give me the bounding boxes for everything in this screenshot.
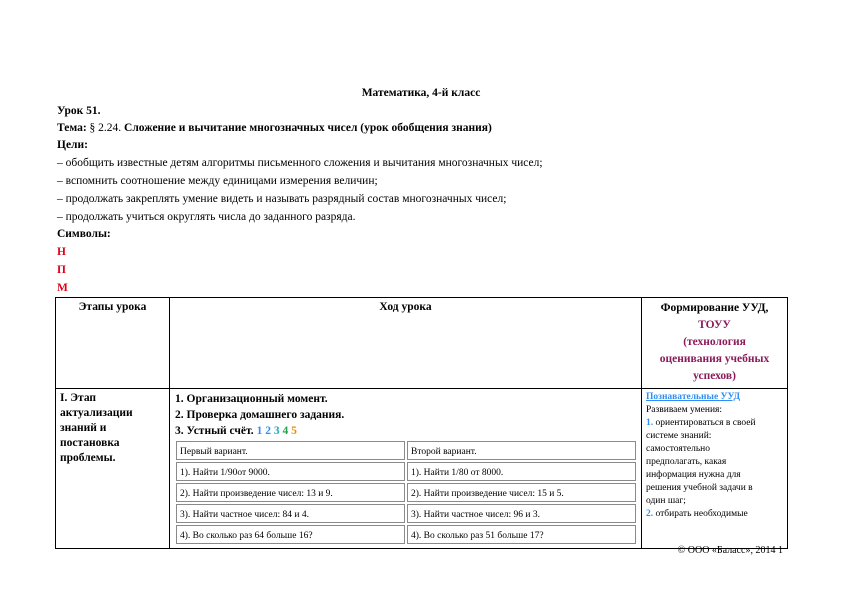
variant-cell: 3). Найти частное чисел: 84 и 4. [176, 504, 405, 523]
course-cell [170, 389, 642, 549]
table-row [56, 389, 788, 549]
stage-line: I. Этап [60, 392, 97, 404]
lesson-topic [57, 122, 492, 134]
uud-text: ориентироваться в своей [655, 418, 756, 428]
digit-3: 3 [273, 425, 280, 437]
table-header-row [56, 298, 788, 389]
digit-5: 5 [291, 425, 297, 437]
step-label: 3. Устный счёт. [175, 425, 254, 437]
digit-2: 2 [265, 425, 271, 437]
uud-item-number: 1. [646, 418, 654, 428]
header-stages: Этапы урока [56, 298, 170, 389]
symbol-m: М [57, 282, 68, 294]
step-item: 1. Организационный момент. [175, 393, 328, 405]
uud-text: системе знаний: [646, 431, 712, 441]
variant-2-title: Второй вариант. [407, 441, 636, 460]
uud-item-2 [646, 508, 783, 521]
header-uud-line: оценивания учебных [659, 353, 770, 365]
variant-cell: 2). Найти произведение чисел: 13 и 9. [176, 483, 405, 502]
lesson-number: Урок 51. [57, 105, 101, 117]
digit-4: 4 [282, 425, 289, 437]
stage-cell [56, 389, 170, 549]
header-course: Ход урока [170, 298, 642, 389]
stage-line: актуализации [60, 407, 133, 419]
symbol-p: П [57, 264, 66, 276]
goals-label: Цели: [57, 139, 88, 151]
topic-label: Тема: [57, 122, 87, 134]
uud-text: один шаг; [646, 496, 686, 506]
goal-item: – вспомнить соотношение между единицами измерения величин; [57, 175, 378, 187]
variant-cell: 3). Найти частное чисел: 96 и 3. [407, 504, 636, 523]
variant-cell: 1). Найти 1/90от 9000. [176, 462, 405, 481]
uud-cell [642, 389, 788, 549]
uud-subtitle: Развиваем умения: [646, 405, 723, 415]
header-uud [642, 298, 788, 389]
uud-title: Познавательные УУД [646, 392, 741, 402]
digit-1: 1 [256, 425, 263, 437]
table-row [176, 483, 636, 502]
variants-table [174, 439, 638, 546]
variant-cell: 1). Найти 1/80 от 8000. [407, 462, 636, 481]
variant-cell: 2). Найти произведение чисел: 15 и 5. [407, 483, 636, 502]
table-row [176, 504, 636, 523]
uud-text: решения учебной задачи в [646, 483, 753, 493]
document-title: Математика, 4-й класс [361, 87, 481, 99]
goal-item: – обобщить известные детям алгоритмы письменного сложения и вычитания многозначных чисел; [57, 157, 543, 169]
variant-1-title: Первый вариант. [176, 441, 405, 460]
header-uud-line: Формирование УУД, [660, 302, 769, 314]
goal-item: – продолжать закреплять умение видеть и называть разрядный состав многозначных чисел; [57, 193, 507, 205]
step-item: 2. Проверка домашнего задания. [175, 409, 345, 421]
step-item [175, 423, 639, 439]
variants-header-row [176, 441, 636, 460]
uud-text: самостоятельно [646, 444, 711, 454]
table-row [176, 525, 636, 544]
variant-cell: 4). Во сколько раз 64 больше 16? [176, 525, 405, 544]
table-row [176, 462, 636, 481]
lesson-table [55, 297, 788, 549]
header-touu: ТОУУ [698, 319, 731, 331]
header-uud-line: (технология [683, 336, 746, 348]
stage-line: знаний и [60, 422, 107, 434]
header-uud-line: успехов) [693, 370, 736, 382]
topic-text: Сложение и вычитание многозначных чисел (урок обобщения знания) [124, 122, 492, 134]
topic-ref: § 2.24. [89, 122, 122, 134]
uud-text: информация нужна для [646, 470, 741, 480]
symbol-n: Н [57, 246, 66, 258]
stage-line: постановка [60, 437, 120, 449]
stage-line: проблемы. [60, 452, 116, 464]
uud-item-number: 2. [646, 509, 654, 519]
goal-item: – продолжать учиться округлять числа до заданного разряда. [57, 211, 356, 223]
uud-text: отбирать необходимые [655, 509, 748, 519]
uud-item-1 [646, 417, 783, 430]
symbols-label: Символы: [57, 228, 111, 240]
footer-copyright: © ООО «Баласс», 2014 1 [677, 545, 783, 556]
uud-text: предполагать, какая [646, 457, 727, 467]
variant-cell: 4). Во сколько раз 51 больше 17? [407, 525, 636, 544]
